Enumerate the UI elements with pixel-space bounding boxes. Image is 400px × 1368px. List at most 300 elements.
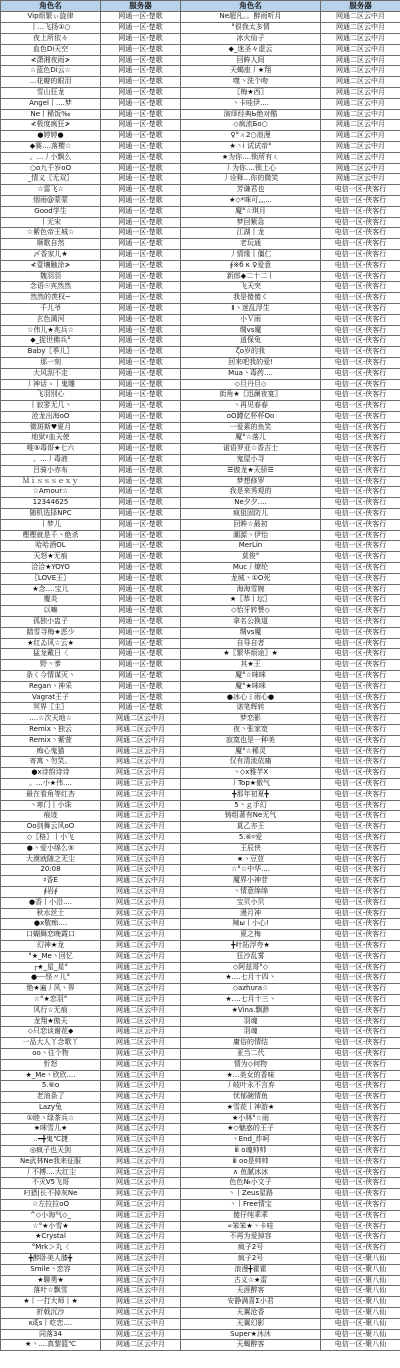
cell-role-name-left: ★聊勇★ (1, 1275, 101, 1286)
cell-server-left: 网通二区云中月 (101, 1081, 181, 1092)
cell-role-name-right: oO蹲亿杯杯Oo (181, 411, 321, 422)
cell-server-right: 电信一区-侠客行 (321, 1092, 400, 1103)
cell-server-right: 电信一区-侠客行 (321, 660, 400, 671)
cell-role-name-left: 〆香家儿★ (1, 249, 101, 260)
cell-server-right: 电信一区-侠客行 (321, 206, 400, 217)
cell-role-name-right: 疯狙固防儿 (181, 509, 321, 520)
cell-server-right: 电信一区-侠客行 (321, 1146, 400, 1157)
table-row (1, 1113, 400, 1124)
table-row (1, 498, 400, 509)
cell-server-right: 电信一区-侠客行 (321, 789, 400, 800)
table-row (1, 228, 400, 239)
cell-server-left: 网通二区云中月 (101, 1027, 181, 1038)
cell-server-right: 电信一区-侠客行 (321, 822, 400, 833)
cell-server-right: 电信一区-侠客行 (321, 811, 400, 822)
cell-server-left: 网通二区云中月 (101, 1275, 181, 1286)
table-row (1, 476, 400, 487)
cell-role-name-left: 那一刻 (1, 357, 101, 368)
cell-server-left: 网通二区云中月 (101, 886, 181, 897)
cell-server-left: 网通二区云中月 (101, 1318, 181, 1329)
cell-role-name-right: ∝笨笨★丶卡哇 (181, 1221, 321, 1232)
cell-role-name-right: ⅲ oo是帅帅 (181, 1156, 321, 1167)
cell-role-name-left: ┌★_星_星° (1, 962, 101, 973)
cell-server-left: 网通一区-楚歌 (101, 131, 181, 142)
table-row (1, 1156, 400, 1167)
cell-server-left: 网通一区-楚歌 (101, 444, 181, 455)
cell-role-name-left: Lazy兔 (1, 1102, 101, 1113)
table-row (1, 1038, 400, 1049)
cell-server-left: 网通二区云中月 (101, 908, 181, 919)
cell-server-left: 网通一区-楚歌 (101, 260, 181, 271)
cell-server-right: 电信一区-侠客行 (321, 886, 400, 897)
cell-server-right: 电信一区-侠客行 (321, 865, 400, 876)
cell-role-name-right: 漫月神 (181, 908, 321, 919)
cell-role-name-right: Ne超凡。。醉雨听月 (181, 12, 321, 23)
table-row (1, 1146, 400, 1157)
table-row (1, 552, 400, 563)
table-row (1, 1124, 400, 1135)
cell-server-left: 网通一区-楚歌 (101, 584, 181, 595)
table-row (1, 390, 400, 401)
table-row (1, 681, 400, 692)
cell-server-left: 网通一区-楚歌 (101, 357, 181, 368)
cell-role-name-right: 街角★〖迅澜夜宴〗 (181, 390, 321, 401)
cell-server-right: 电信一区-侠客行 (321, 260, 400, 271)
cell-role-name-left: 丨梦儿 (1, 519, 101, 530)
table-row (1, 703, 400, 714)
cell-role-name-right: 丶情意绵绵 (181, 886, 321, 897)
cell-server-left: 网通二区云中月 (101, 1059, 181, 1070)
cell-server-left: 网通一区-楚歌 (101, 120, 181, 131)
cell-server-right: 电信一区-聚八仙 (321, 1340, 400, 1351)
table-row (1, 854, 400, 865)
cell-server-left: 网通二区云中月 (101, 1167, 181, 1178)
cell-role-name-right: 丿为你....锁上心 (181, 163, 321, 174)
cell-server-right: 网通二区云中月 (321, 174, 400, 185)
table-row (1, 282, 400, 293)
table-row (1, 940, 400, 951)
cell-role-name-left: ╋醉卧美人膝╋ (1, 1254, 101, 1265)
cell-role-name-right: 魔°☆稀灵 (181, 746, 321, 757)
cell-server-left: 网通一区-楚歌 (101, 77, 181, 88)
cell-role-name-right: 莫乙亦王 (181, 822, 321, 833)
cell-role-name-right: 其★王 (181, 660, 321, 671)
cell-server-right: 电信一区-侠客行 (321, 476, 400, 487)
table-row (1, 55, 400, 66)
cell-server-right: 电信一区-侠客行 (321, 455, 400, 466)
cell-role-name-right: 铸组著有Ne无气 (181, 811, 321, 822)
cell-server-right: 网通二区云中月 (321, 12, 400, 23)
cell-role-name-left: 以嘛 (1, 606, 101, 617)
cell-server-right: 电信一区-侠客行 (321, 735, 400, 746)
table-row (1, 530, 400, 541)
cell-role-name-right: 庸俗的情结 (181, 1038, 321, 1049)
cell-role-name-right: ★雪花丨神游★ (181, 1102, 321, 1113)
table-row (1, 876, 400, 887)
cell-server-left: 网通一区-楚歌 (101, 573, 181, 584)
cell-server-right: 电信一区-侠客行 (321, 1221, 400, 1232)
table-row (1, 746, 400, 757)
cell-role-name-right: 王辰侠 (181, 843, 321, 854)
cell-role-name-right: ╋叶拓浮夸★ (181, 940, 321, 951)
cell-server-left: 网通一区-楚歌 (101, 206, 181, 217)
cell-role-name-left: 沧龙出海oO (1, 411, 101, 422)
cell-role-name-left: 。...小★伟.... (1, 778, 101, 789)
cell-role-name-right: °很我太多情 (181, 23, 321, 34)
cell-server-left: 网通一区-楚歌 (101, 325, 181, 336)
cell-server-right: 电信一区-侠客行 (321, 930, 400, 941)
table-row (1, 1275, 400, 1286)
cell-server-left: 网通二区云中月 (101, 962, 181, 973)
table-row (1, 12, 400, 23)
cell-role-name-right: ◇怡牙转赞◇ (181, 606, 321, 617)
cell-server-left: 网通一区-楚歌 (101, 617, 181, 628)
cell-role-name-left: ●婷婷● (1, 131, 101, 142)
cell-role-name-left: 烟雨@蒙蒙 (1, 195, 101, 206)
cell-server-left: 网通一区-楚歌 (101, 379, 181, 390)
table-row (1, 455, 400, 466)
cell-server-left: 网通一区-楚歌 (101, 487, 181, 498)
cell-role-name-right: ☰傲龙★天骄☰ (181, 465, 321, 476)
cell-role-name-right: 疯子2号 (181, 1254, 321, 1265)
cell-server-right: 电信一区-侠客行 (321, 401, 400, 412)
table-row (1, 1308, 400, 1319)
cell-server-left: 网通二区云中月 (101, 1189, 181, 1200)
cell-server-left: 网通一区-楚歌 (101, 314, 181, 325)
cell-server-left: 网通一区-楚歌 (101, 649, 181, 660)
cell-server-right: 网通二区云中月 (321, 55, 400, 66)
cell-role-name-left: ^◇小淘气◇_ (1, 1210, 101, 1221)
cell-server-left: 网通一区-楚歌 (101, 433, 181, 444)
cell-role-name-right: 丶再见春春 (181, 401, 321, 412)
cell-server-right: 网通二区云中月 (321, 152, 400, 163)
cell-server-right: 电信一区-侠客行 (321, 411, 400, 422)
cell-role-name-left: Ｍｉｓｓｓｅｘｙ (1, 476, 101, 487)
cell-role-name-left: ≮极度疯狂≯ (1, 120, 101, 131)
cell-server-right: 电信一区-侠客行 (321, 617, 400, 628)
cell-server-left: 网通二区云中月 (101, 1243, 181, 1254)
cell-role-name-left: 大风刮不走 (1, 368, 101, 379)
cell-role-name-right: ★...美女的香味 (181, 1070, 321, 1081)
cell-role-name-left: 顺歌自然 (1, 239, 101, 250)
table-row (1, 1221, 400, 1232)
cell-server-right: 电信一区-侠客行 (321, 282, 400, 293)
cell-server-left: 网通一区-楚歌 (101, 638, 181, 649)
cell-role-name-right: 飞天突 (181, 282, 321, 293)
cell-server-right: 电信一区-侠客行 (321, 595, 400, 606)
cell-server-left: 网通一区-楚歌 (101, 12, 181, 23)
cell-role-name-right: Ne夕夕.... (181, 498, 321, 509)
cell-role-name-left: 丨...飞扬①○ (1, 23, 101, 34)
table-row (1, 1135, 400, 1146)
table-row (1, 692, 400, 703)
cell-server-left: 网通二区云中月 (101, 1200, 181, 1211)
cell-server-right: 电信一区-侠客行 (321, 692, 400, 703)
cell-server-left: 网通一区-楚歌 (101, 293, 181, 304)
cell-role-name-right: ★◇*咪可灬... (181, 195, 321, 206)
cell-server-left: 网通二区云中月 (101, 984, 181, 995)
cell-role-name-right: 诺笔辉转 (181, 703, 321, 714)
cell-role-name-left: ◎疯子也天剑 (1, 1146, 101, 1157)
cell-role-name-right: ●冰心ミ雨心● (181, 692, 321, 703)
cell-server-left: 网通一区-楚歌 (101, 595, 181, 606)
cell-role-name-right: 回眸人间 (181, 55, 321, 66)
table-row (1, 1189, 400, 1200)
cell-role-name-right: 夜丶张家宽 (181, 725, 321, 736)
table-row (1, 1070, 400, 1081)
cell-role-name-left: ☆左拉拉oO (1, 1200, 101, 1211)
cell-role-name-left: 5.⑥o (1, 1081, 101, 1092)
table-row (1, 649, 400, 660)
table-row (1, 595, 400, 606)
cell-server-left: 网通二区云中月 (101, 800, 181, 811)
cell-role-name-right: 海海雪婉 (181, 584, 321, 595)
cell-role-name-right: 回眸☆最初 (181, 519, 321, 530)
cell-server-right: 电信一区-侠客行 (321, 563, 400, 574)
cell-server-right: 电信一区-侠客行 (321, 1232, 400, 1243)
cell-role-name-left: 。...丿小飘么 (1, 152, 101, 163)
cell-role-name-left: 野丶爹 (1, 660, 101, 671)
cell-role-name-right: 丶卡哇伊.... (181, 98, 321, 109)
cell-server-left: 网通二区云中月 (101, 1232, 181, 1243)
table-row (1, 260, 400, 271)
cell-server-left: 网通二区云中月 (101, 1005, 181, 1016)
cell-role-name-left: ★咪雪儿★ (1, 1124, 101, 1135)
table-row (1, 778, 400, 789)
cell-server-right: 电信一区-侠客行 (321, 303, 400, 314)
cell-role-name-right: 梦回紫急 (181, 217, 321, 228)
cell-server-right: 电信一区-侠客行 (321, 584, 400, 595)
cell-role-name-left: 玄色満河 (1, 314, 101, 325)
cell-role-name-right: 回来吧我的爱! (181, 357, 321, 368)
cell-role-name-left: 同落34 (1, 1329, 101, 1340)
cell-server-left: 网通二区云中月 (101, 865, 181, 876)
cell-server-left: 网通一区-楚歌 (101, 422, 181, 433)
cell-server-right: 电信一区-侠客行 (321, 951, 400, 962)
cell-server-left: 网通一区-楚歌 (101, 34, 181, 45)
table-row (1, 1102, 400, 1113)
cell-role-name-left: 大漠就随之无尘 (1, 854, 101, 865)
cell-role-name-left: ◇只恋谈谢花◆ (1, 1027, 101, 1038)
cell-server-left: 网通二区云中月 (101, 1124, 181, 1135)
cell-role-name-right: ◇疯流Бο○ (181, 120, 321, 131)
cell-role-name-right: ⅲ o魂帅帅 (181, 1146, 321, 1157)
cell-role-name-right: 亚当二代 (181, 1048, 321, 1059)
cell-role-name-right: 芳谦君也 (181, 185, 321, 196)
table-row (1, 627, 400, 638)
table-row (1, 379, 400, 390)
cell-server-right: 电信一区-侠客行 (321, 433, 400, 444)
cell-server-left: 网通一区-楚歌 (101, 498, 181, 509)
table-row (1, 465, 400, 476)
cell-role-name-left: ‥━╋鬼℃捷 (1, 1135, 101, 1146)
cell-role-name-left: 风行☆无痕 (1, 1005, 101, 1016)
cell-role-name-right: Super★沐沐 (181, 1329, 321, 1340)
cell-role-name-right: 天蝎座丿★翔 (181, 66, 321, 77)
cell-server-left: 网通二区云中月 (101, 1070, 181, 1081)
cell-server-right: 电信一区-侠客行 (321, 1005, 400, 1016)
cell-role-name-left: 地狱♯血天使 (1, 433, 101, 444)
cell-server-left: 网通二区云中月 (101, 725, 181, 736)
cell-server-right: 电信一区-聚八仙 (321, 1264, 400, 1275)
cell-server-left: 网通一区-楚歌 (101, 703, 181, 714)
cell-role-name-left: ◆_捉世佛兵° (1, 336, 101, 347)
cell-server-right: 电信一区-侠客行 (321, 768, 400, 779)
table-row (1, 1059, 400, 1070)
cell-role-name-right: ζo岁的我 (181, 347, 321, 358)
cell-server-left: 网通一区-楚歌 (101, 476, 181, 487)
table-row (1, 422, 400, 433)
cell-server-left: 网通一区-楚歌 (101, 606, 181, 617)
cell-role-name-left: 痕迹 (1, 811, 101, 822)
cell-server-right: 电信一区-侠客行 (321, 487, 400, 498)
cell-role-name-left: 最在看角等红杏 (1, 789, 101, 800)
cell-server-right: 电信一区-侠客行 (321, 552, 400, 563)
cell-role-name-right: 安静满喜Σ小君 (181, 1297, 321, 1308)
cell-role-name-right: 天翼沧香 (181, 1308, 321, 1319)
table-row (1, 44, 400, 55)
cell-role-name-right: 拿名公换道 (181, 617, 321, 628)
cell-server-left: 网通一区-楚歌 (101, 347, 181, 358)
cell-server-right: 电信一区-侠客行 (321, 843, 400, 854)
cell-role-name-right: 梦恋影 (181, 714, 321, 725)
table-row (1, 1027, 400, 1038)
cell-server-right: 网通二区云中月 (321, 109, 400, 120)
table-row (1, 293, 400, 304)
cell-server-left: 网通一区-楚歌 (101, 401, 181, 412)
table-row (1, 660, 400, 671)
cell-server-left: 网通一区-楚歌 (101, 185, 181, 196)
cell-server-left: 网通二区云中月 (101, 1135, 181, 1146)
cell-role-name-left: 飞羽別心 (1, 390, 101, 401)
cell-server-right: 电信一区-侠客行 (321, 984, 400, 995)
cell-role-name-left: Ne武林Ne我来征服 (1, 1156, 101, 1167)
cell-server-left: 网通一区-楚歌 (101, 55, 181, 66)
table-row (1, 973, 400, 984)
table-row (1, 303, 400, 314)
cell-server-right: 网通二区云中月 (321, 87, 400, 98)
cell-role-name-right: 莫俊° (181, 552, 321, 563)
table-body (1, 12, 400, 1351)
cell-server-right: 电信一区-侠客行 (321, 1156, 400, 1167)
cell-role-name-left: 痴心鬼猫 (1, 746, 101, 757)
cell-role-name-left: 夜上所依々 (1, 34, 101, 45)
cell-role-name-left: Angel丨....梦 (1, 98, 101, 109)
cell-server-right: 电信一区-侠客行 (321, 940, 400, 951)
cell-server-left: 网通一区-楚歌 (101, 228, 181, 239)
cell-server-left: 网通二区云中月 (101, 1102, 181, 1113)
table-row (1, 811, 400, 822)
cell-role-name-right: 丶丨Free情宝 (181, 1200, 321, 1211)
table-row (1, 984, 400, 995)
cell-server-right: 电信一区-侠客行 (321, 293, 400, 304)
cell-server-left: 网通二区云中月 (101, 951, 181, 962)
table-row (1, 271, 400, 282)
cell-server-right: 电信一区-侠客行 (321, 1070, 400, 1081)
cell-role-name-right: 辣ы丨小心! (181, 919, 321, 930)
cell-server-left: 网通二区云中月 (101, 746, 181, 757)
cell-server-left: 网通二区云中月 (101, 735, 181, 746)
table-row (1, 541, 400, 552)
table-row (1, 487, 400, 498)
cell-role-name-right: 梦想修罗 (181, 476, 321, 487)
cell-server-right: 电信一区-侠客行 (321, 1102, 400, 1113)
cell-server-left: 网通一区-楚歌 (101, 390, 181, 401)
cell-server-left: 网通一区-楚歌 (101, 627, 181, 638)
cell-role-name-right: 丶丨Zeus星路 (181, 1189, 321, 1200)
cell-server-right: 网通二区云中月 (321, 120, 400, 131)
cell-role-name-left: Vip烦繁ぃ旋律 (1, 12, 101, 23)
cell-role-name-right: 天翼幻影 (181, 1318, 321, 1329)
cell-role-name-left: 魏羽羽 (1, 271, 101, 282)
cell-server-right: 网通二区云中月 (321, 34, 400, 45)
cell-server-left: 网通二区云中月 (101, 1286, 181, 1297)
cell-role-name-right: ★〖繁华烦途〗★ (181, 649, 321, 660)
table-row (1, 120, 400, 131)
table-row (1, 1232, 400, 1243)
cell-role-name-left: 吕骑小赤布 (1, 465, 101, 476)
table-row (1, 865, 400, 876)
cell-server-left: 网通二区云中月 (101, 897, 181, 908)
cell-server-right: 网通二区云中月 (321, 77, 400, 88)
cell-role-name-right: ◇旦丹旦◇ (181, 379, 321, 390)
cell-server-right: 网通二区云中月 (321, 66, 400, 77)
cell-role-name-left: 念语☉宾然然 (1, 282, 101, 293)
cell-server-left: 网通一区-楚歌 (101, 411, 181, 422)
cell-role-name-left: 幻神★龙 (1, 940, 101, 951)
cell-server-right: 电信一区-侠客行 (321, 1059, 400, 1070)
cell-server-left: 网通二区云中月 (101, 1156, 181, 1167)
cell-role-name-left: 龙翔★傲天 (1, 1016, 101, 1027)
cell-server-right: 电信一区-侠客行 (321, 714, 400, 725)
cell-role-name-right: ☆°☆中华.... (181, 865, 321, 876)
cell-role-name-left: ◇〖格〗丨小飞 (1, 832, 101, 843)
cell-server-left: 网通一区-楚歌 (101, 249, 181, 260)
cell-server-right: 电信一区-聚八仙 (321, 1297, 400, 1308)
cell-role-name-right: 逍保兔 (181, 336, 321, 347)
cell-role-name-left: 丶寒门丨小诛 (1, 800, 101, 811)
cell-server-left: 网通一区-楚歌 (101, 681, 181, 692)
cell-role-name-right: ★小林°☆雨 (181, 1113, 321, 1124)
table-row (1, 401, 400, 412)
cell-server-right: 电信一区-侠客行 (321, 962, 400, 973)
cell-role-name-left: 叼猎|长不掉灰Ne (1, 1189, 101, 1200)
cell-server-left: 网通二区云中月 (101, 1221, 181, 1232)
cell-role-name-right: 仅有清流依痛 (181, 757, 321, 768)
table-row (1, 109, 400, 120)
cell-role-name-left: ☆蓝色Di云☆ (1, 66, 101, 77)
table-row (1, 239, 400, 250)
cell-server-right: 电信一区-侠客行 (321, 239, 400, 250)
table-row (1, 897, 400, 908)
table-row (1, 563, 400, 574)
cell-role-name-left: ★念....宝儿 (1, 584, 101, 595)
table-row (1, 725, 400, 736)
cell-role-name-right: 绸vs魔 (181, 627, 321, 638)
cell-server-right: 电信一区-侠客行 (321, 465, 400, 476)
cell-role-name-right: 5丶ｇ手幻 (181, 800, 321, 811)
table-row (1, 617, 400, 628)
cell-role-name-right: 潮源丶伊怡 (181, 530, 321, 541)
cell-role-name-left: 丨无宋 (1, 217, 101, 228)
table-row (1, 962, 400, 973)
cell-server-left: 网通二区云中月 (101, 757, 181, 768)
cell-role-name-right: 冰火仙子 (181, 34, 321, 45)
cell-role-name-left: ☆°★小雪★ (1, 1221, 101, 1232)
cell-server-left: 网通一区-楚歌 (101, 519, 181, 530)
cell-role-name-right: ★....七月十三丶 (181, 994, 321, 1005)
cell-role-name-right: 新郎◆二十二丨 (181, 271, 321, 282)
